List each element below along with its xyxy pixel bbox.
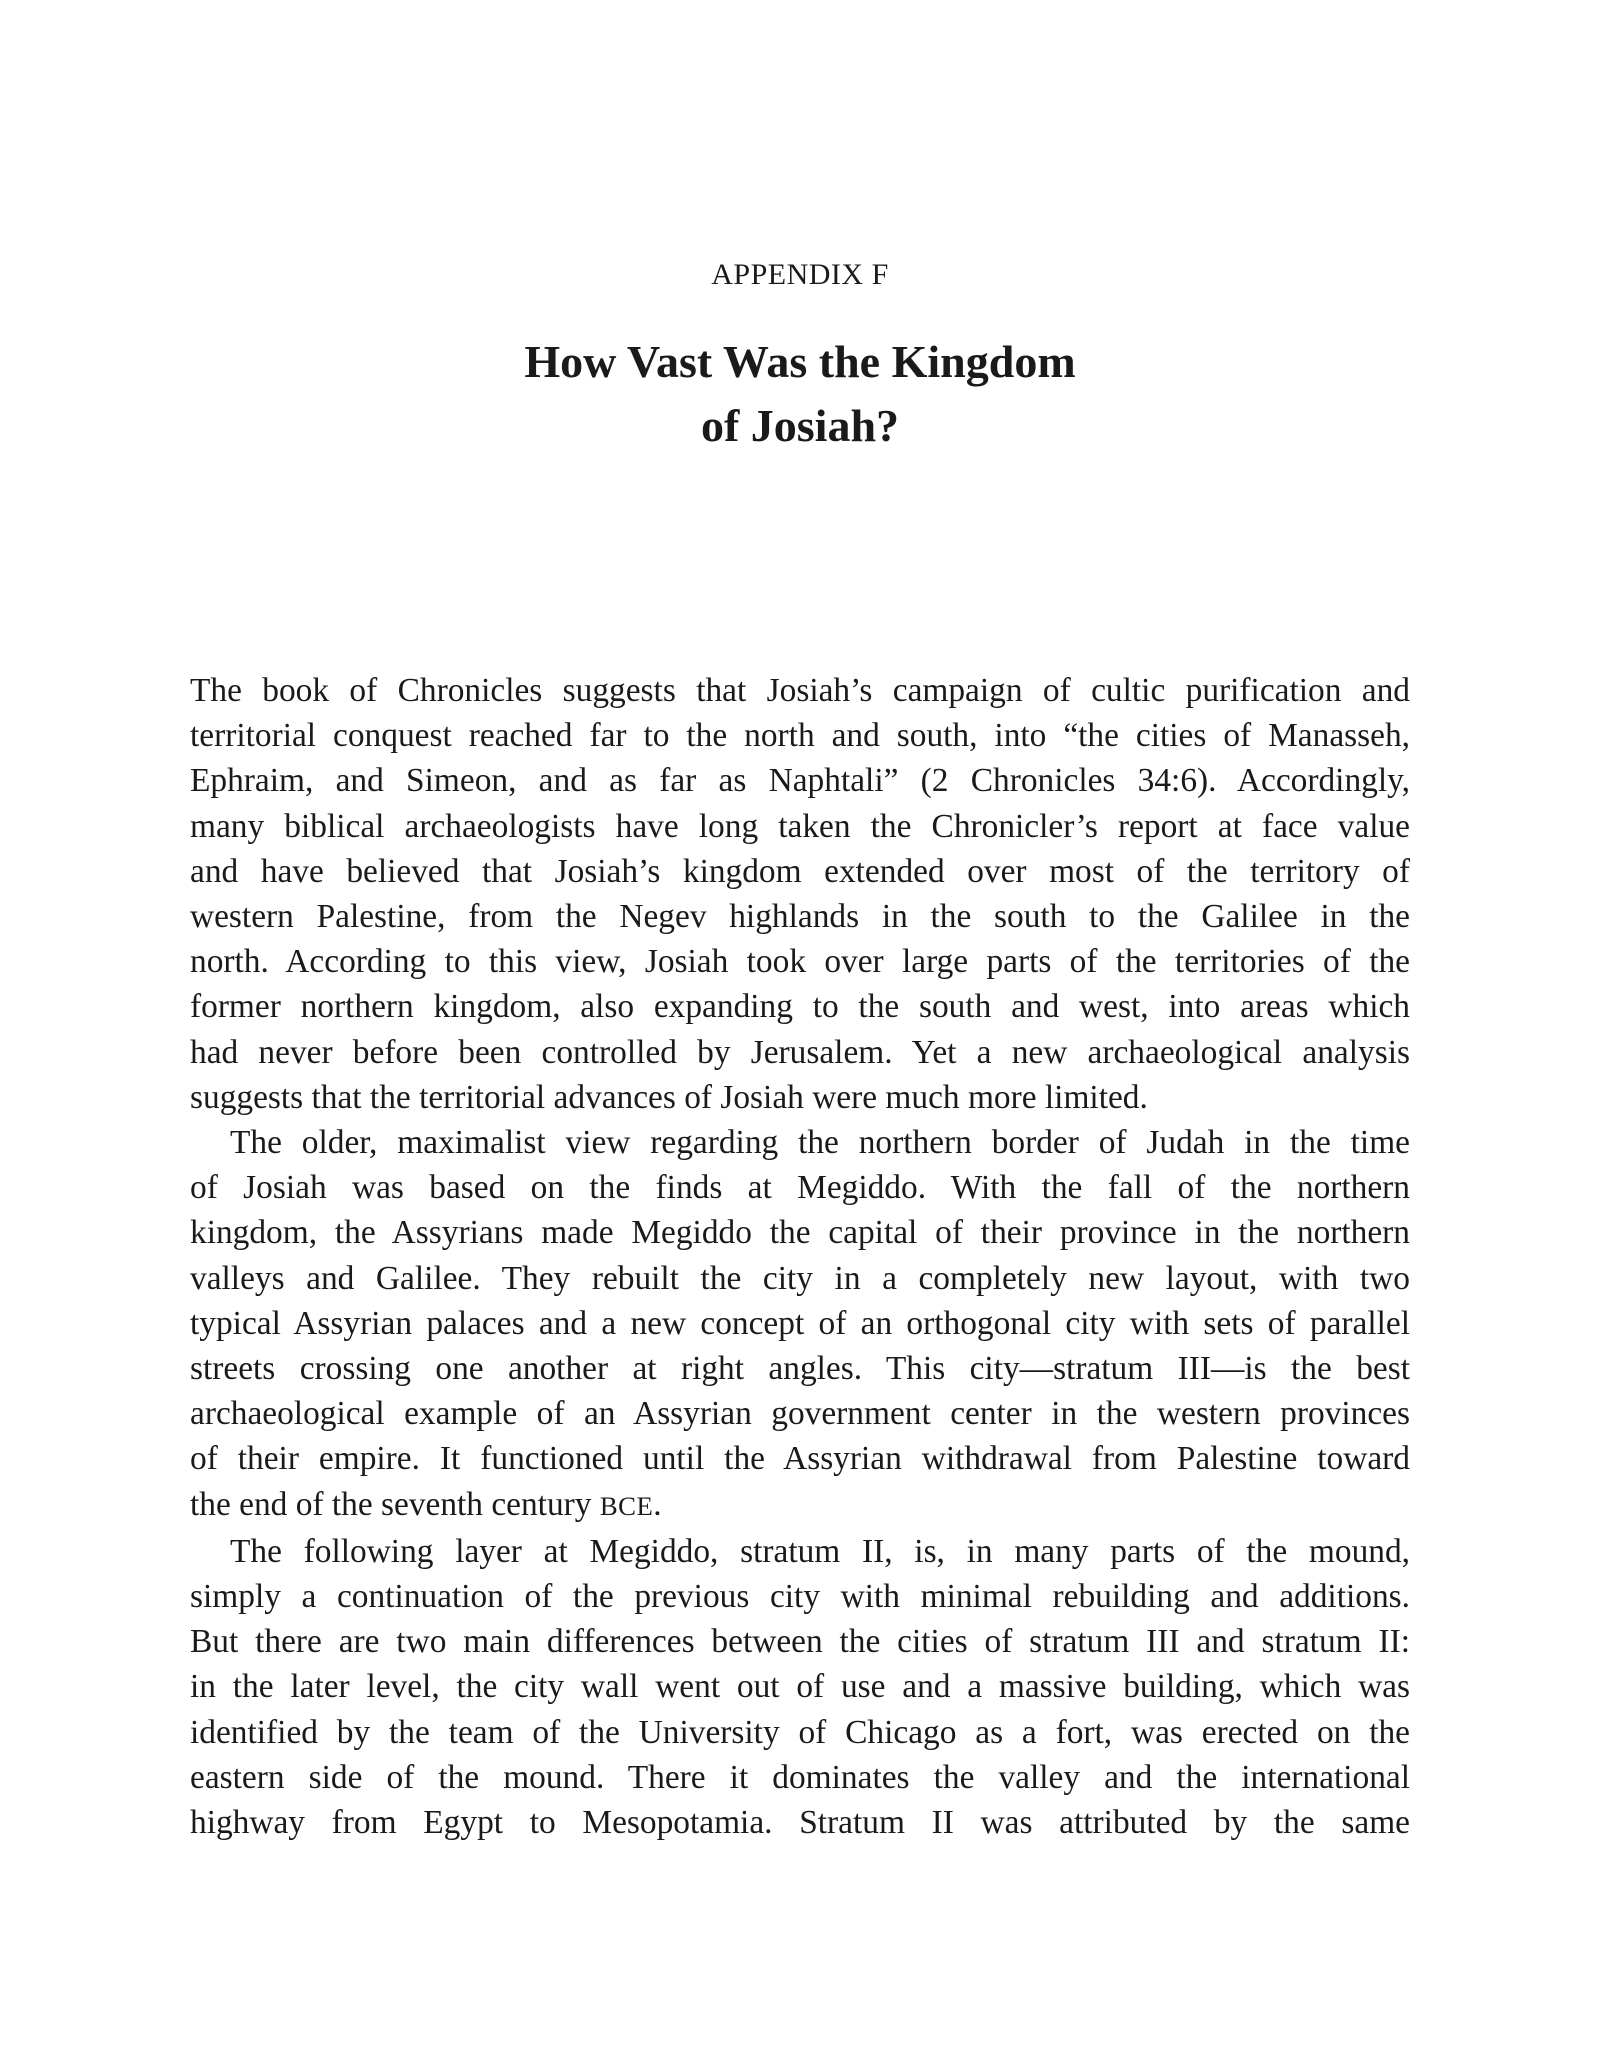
text-line: The older, maximalist view regarding the northern border of Judah in the time <box>230 1124 1410 1162</box>
text-line: suggests that the territorial advances of Josiah were much more limited. <box>190 1078 1148 1116</box>
text-line: streets crossing one another at right angles. This city—stratum III—is the best <box>190 1350 1410 1388</box>
text-line: territorial conquest reached far to the north and south, into “the cities of Manasseh, <box>190 717 1410 755</box>
text-line: former northern kingdom, also expanding to the south and west, into areas which <box>190 988 1410 1026</box>
text-line-end: . <box>653 1485 662 1523</box>
text-line: simply a continuation of the previous city with minimal rebuilding and additions. <box>190 1578 1410 1616</box>
text-line: and have believed that Josiah’s kingdom extended over most of the territory of <box>190 852 1410 890</box>
text-line: of Josiah was based on the finds at Megiddo. With the fall of the northern <box>190 1169 1410 1207</box>
text-line: of their empire. It functioned until the Assyrian withdrawal from Palestine toward <box>190 1440 1410 1478</box>
text-line: eastern side of the mound. There it dominates the valley and the international <box>190 1758 1410 1796</box>
text-line: western Palestine, from the Negev highlands in the south to the Galilee in the <box>190 898 1410 936</box>
era-abbreviation: BCE <box>599 1490 654 1521</box>
paragraph-3 <box>190 1529 1410 1845</box>
text-line: valleys and Galilee. They rebuilt the city in a completely new layout, with two <box>190 1259 1410 1297</box>
paragraph-1 <box>190 668 1410 1120</box>
text-line: had never before been controlled by Jerusalem. Yet a new archaeological analysis <box>190 1033 1410 1071</box>
text-line: many biblical archaeologists have long taken the Chronicler’s report at face value <box>190 807 1410 845</box>
text-line: in the later level, the city wall went out of use and a massive building, which was <box>190 1668 1410 1706</box>
text-line: But there are two main differences between the cities of stratum III and stratum II: <box>190 1623 1410 1661</box>
text-line: archaeological example of an Assyrian government center in the western provinces <box>190 1395 1410 1433</box>
chapter-title <box>0 330 1600 458</box>
chapter-title-line-2: of Josiah? <box>700 400 900 451</box>
text-line: Ephraim, and Simeon, and as far as Naphtali” (2 Chronicles 34:6). Accordingly, <box>190 762 1410 800</box>
text-line: identified by the team of the University of Chicago as a fort, was erected on the <box>190 1713 1410 1751</box>
body-text <box>190 668 1410 1845</box>
text-line: typical Assyrian palaces and a new concept of an orthogonal city with sets of parallel <box>190 1304 1410 1342</box>
text-line <box>190 1482 1410 1529</box>
appendix-label: APPENDIX F <box>711 258 889 291</box>
chapter-title-line-1: How Vast Was the Kingdom <box>524 336 1076 387</box>
paragraph-2 <box>190 1120 1410 1529</box>
text-line: kingdom, the Assyrians made Megiddo the capital of their province in the northern <box>190 1214 1410 1252</box>
text-line: north. According to this view, Josiah took over large parts of the territories of the <box>190 943 1410 981</box>
text-line: The book of Chronicles suggests that Josiah’s campaign of cultic purification and <box>190 672 1410 709</box>
text-line-start: the end of the seventh century <box>190 1485 600 1523</box>
text-line: highway from Egypt to Mesopotamia. Stratum II was attributed by the same <box>190 1804 1410 1842</box>
text-line: The following layer at Megiddo, stratum II, is, in many parts of the mound, <box>230 1532 1410 1570</box>
